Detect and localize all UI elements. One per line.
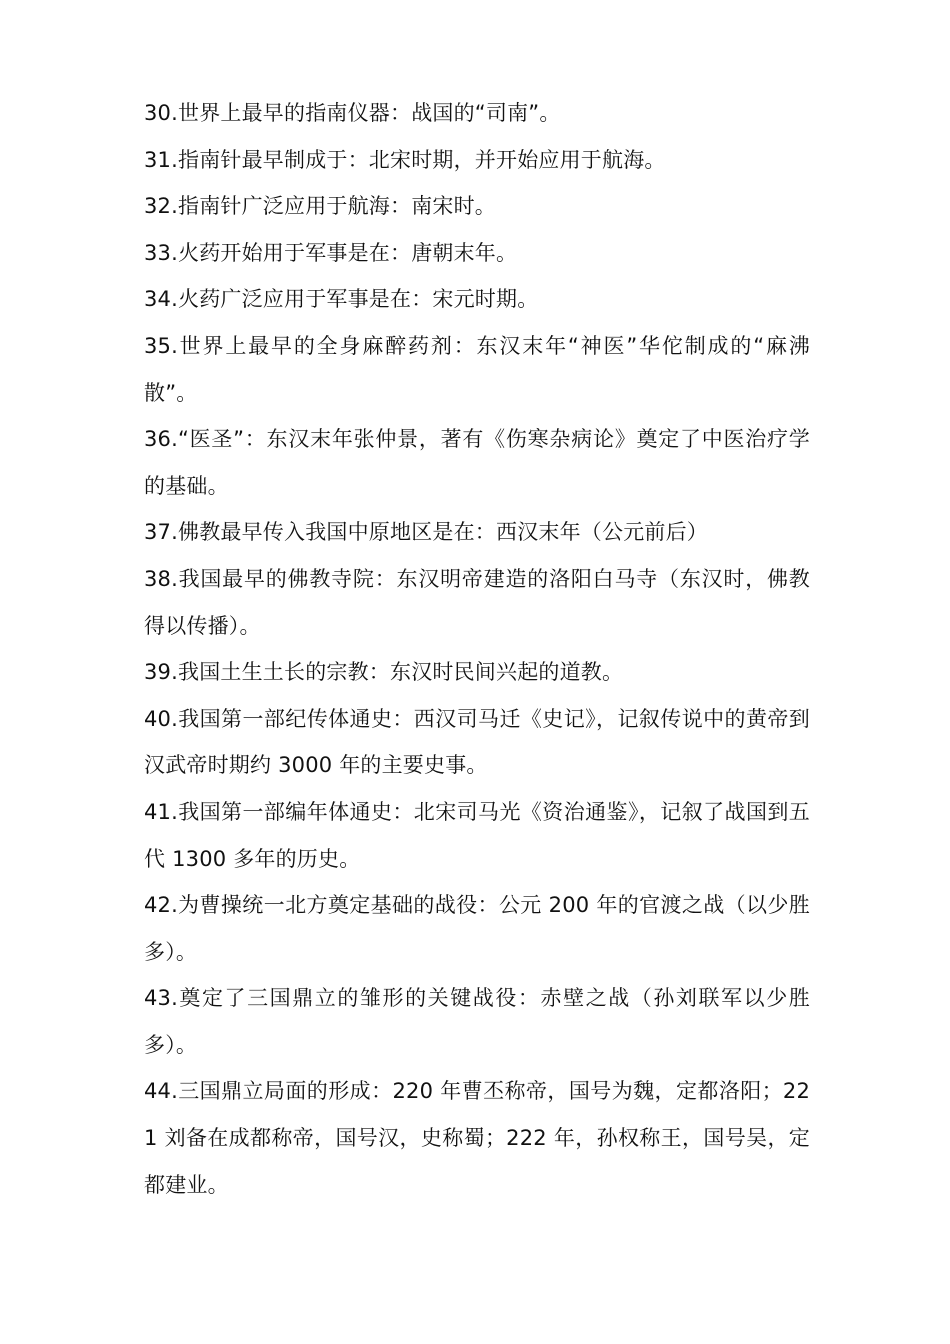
list-item: 40.我国第一部纪传体通史：西汉司马迁《史记》，记叙传说中的黄帝到汉武帝时期约 3000 年的主要史事。	[144, 706, 810, 778]
list-item: 41.我国第一部编年体通史：北宋司马光《资治通鉴》，记叙了战国到五代 1300 多年的历史。	[144, 799, 810, 871]
list-item: 39.我国土生土长的宗教：东汉时民间兴起的道教。	[144, 660, 624, 685]
list-item: 35.世界上最早的全身麻醉药剂：东汉末年“神医”华佗制成的“麻沸散”。	[144, 333, 810, 405]
list-item: 30.世界上最早的指南仪器：战国的“司南”。	[144, 101, 561, 125]
list-item: 42.为曹操统一北方奠定基础的战役：公元 200 年的官渡之战（以少胜多）。	[144, 893, 810, 964]
list-item: 43.奠定了三国鼎立的雏形的关键战役：赤壁之战（孙刘联军以少胜多）。	[144, 986, 810, 1057]
list-item: 34.火药广泛应用于军事是在：宋元时期。	[144, 287, 539, 312]
list-item: 36.“医圣”：东汉末年张仲景，著有《伤寒杂病论》奠定了中医治疗学的基础。	[144, 427, 810, 498]
document-page	[144, 90, 810, 1208]
list-item: 44.三国鼎立局面的形成：220 年曹丕称帝，国号为魏，定都洛阳；221 刘备在成都称帝，国号汉，史称蜀；222 年，孙权称王，国号吴，定都建业。	[144, 1079, 810, 1197]
list-item: 38.我国最早的佛教寺院：东汉明帝建造的洛阳白马寺（东汉时，佛教得以传播）。	[144, 566, 810, 638]
list-item: 37.佛教最早传入我国中原地区是在：西汉末年（公元前后）	[144, 520, 708, 545]
list-item: 31.指南针最早制成于：北宋时期，并开始应用于航海。	[144, 147, 666, 172]
list-item: 32.指南针广泛应用于航海：南宋时。	[144, 194, 496, 219]
list-item: 33.火药开始用于军事是在：唐朝末年。	[144, 240, 518, 265]
